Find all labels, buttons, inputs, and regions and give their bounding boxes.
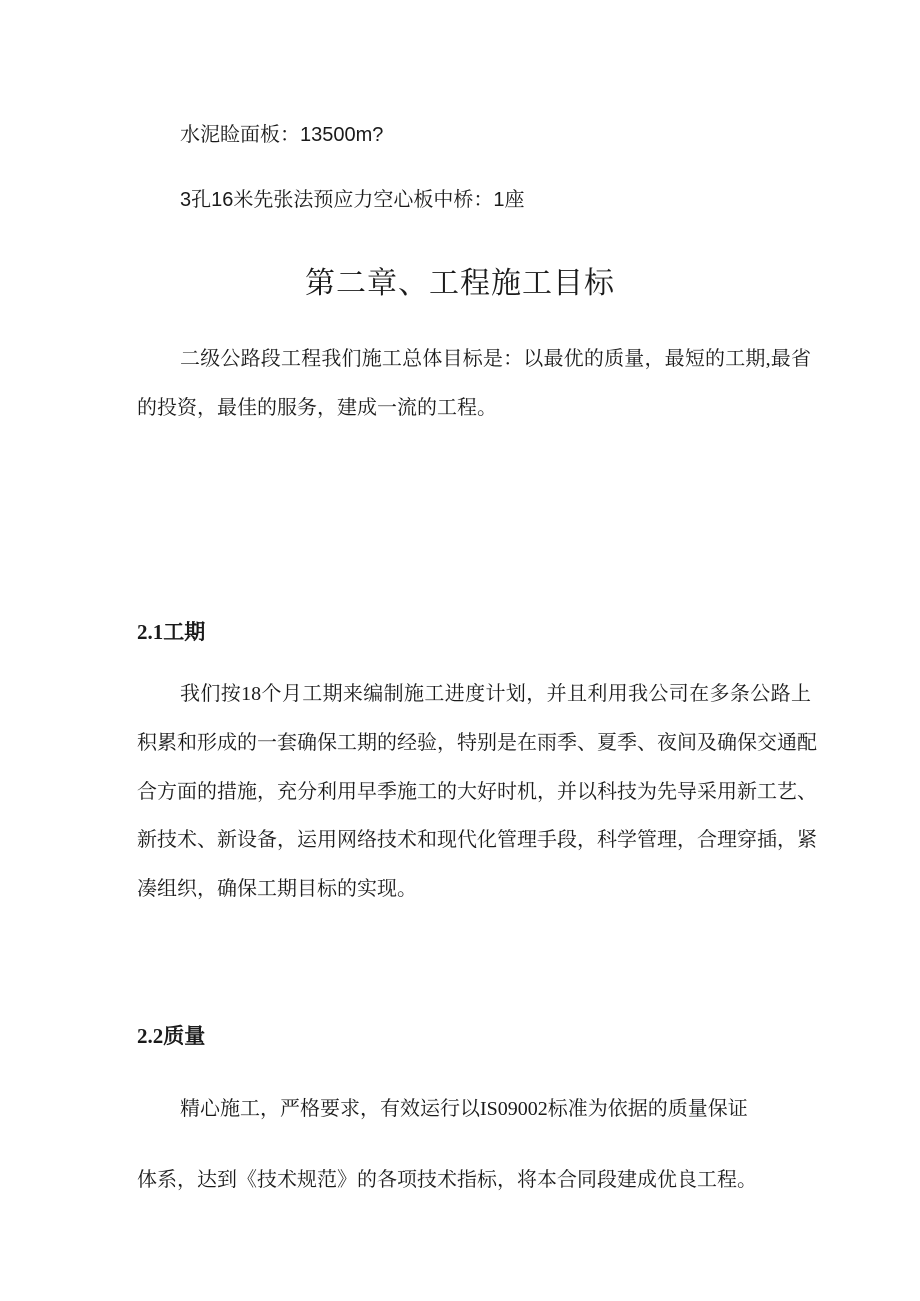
intro-line-2: 3孔16米先张法预应力空心板中桥：1座	[180, 189, 525, 211]
goal-line-2: 的投资，最佳的服务，建成一流的工程。	[137, 397, 497, 419]
section-heading-2-1: 2.1工期	[137, 620, 206, 644]
schedule-line-3: 合方面的措施，充分利用早季施工的大好时机，并以科技为先导采用新工艺、	[137, 781, 817, 803]
schedule-line-4: 新技术、新设备，运用网络技术和现代化管理手段，科学管理，合理穿插，紧	[137, 829, 817, 851]
chapter-title: 第二章、工程施工目标	[305, 267, 615, 300]
intro-line-1: 水泥睑面板：13500m?	[180, 124, 384, 146]
goal-line-1: 二级公路段工程我们施工总体目标是：以最优的质量，最短的工期,最省	[180, 348, 811, 370]
schedule-line-1: 我们按18个月工期来编制施工进度计划，并且利用我公司在多条公路上	[180, 683, 811, 705]
section-heading-2-2: 2.2质量	[137, 1024, 206, 1048]
quality-line-1: 精心施工，严格要求，有效运行以IS09002标准为依据的质量保证	[180, 1098, 748, 1120]
quality-line-2: 体系，达到《技术规范》的各项技术指标，将本合同段建成优良工程。	[137, 1169, 757, 1191]
schedule-line-5: 凑组织，确保工期目标的实现。	[137, 878, 417, 900]
schedule-line-2: 积累和形成的一套确保工期的经验，特别是在雨季、夏季、夜间及确保交通配	[137, 732, 817, 754]
